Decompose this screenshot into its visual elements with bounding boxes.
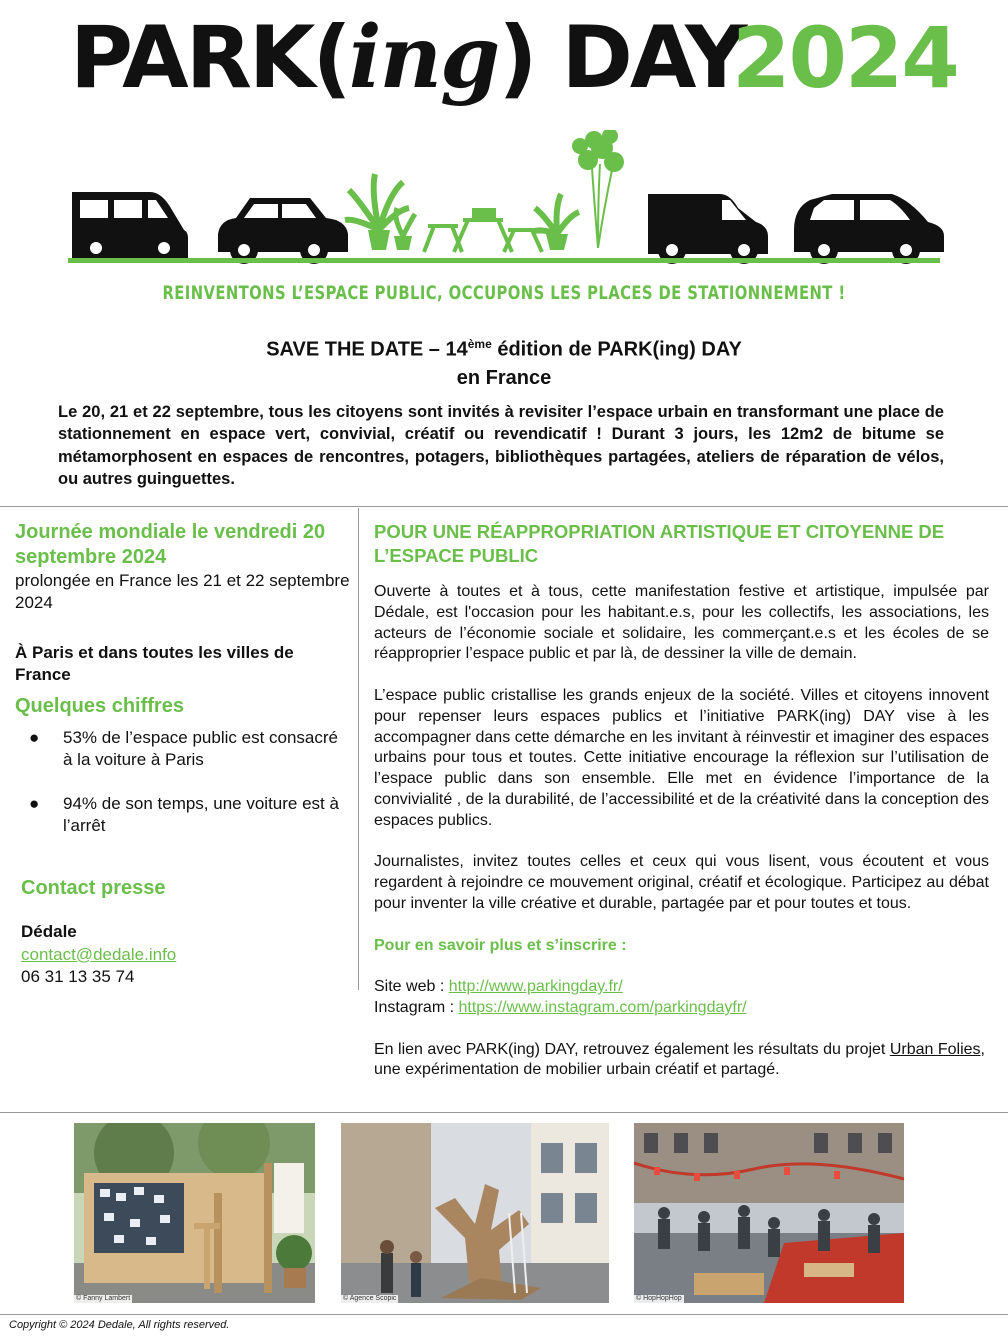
website-link[interactable]: http://www.parkingday.fr/ [448,978,623,996]
divider-top [0,506,1008,507]
paragraph-2: L’espace public cristallise les grands enjeux de la société. Villes et citoyens innovent pour repenser leurs espaces publics et l’initiative PARK(ing) DAY vise à les accompagner dans cette démarche en les invitant à réinvestir et imaginer des espaces urbains pour tous et toutes. Cette initiative encourage la réflexion sur l’utilisation de l’espace public dans son ensemble. Elle met en évidence l’importance de la convivialité , de la durabilité, de l’accessibilité et de la créativité dans la conception des espaces publics. [374,686,989,829]
logo-year: 2024 [732,9,958,107]
intro-paragraph: Le 20, 21 et 22 septembre, tous les citoyens sont invités à revisiter l’espace urbain en transformant une place de stationnement en espace vert, convivial, créatif ou revendicatif ! Durant 3 jours, les 12m2 de bitume se métamorphosent en espaces de rencontres, potagers, bibliothèques partagées, ateliers de réparation de vélos, ou autres guinguettes. [58,403,944,489]
bullet-icon: ● [29,728,40,747]
paragraph-1: Ouverte à toutes et à tous, cette manifestation festive et artistique, impulsée par Dédale, est l'occasion pour les habitant.e.s, pour les collectifs, les associations, les acteurs de l’économie sociale et solidaire, les commerçant.e.s et les écoles de se réapproprier l’espace public et par là, de dessiner la ville de demain. [374,583,989,663]
logo-text: PARK(ing) DAY [70,7,745,108]
divider-bottom [0,1112,1008,1113]
headline [0,330,1008,392]
photo-crowded-square [634,1123,904,1303]
contact-heading: Contact presse [21,877,166,899]
urban-folies-paragraph: En lien avec PARK(ing) DAY, retrouvez également les résultats du projet Urban Folies, une expérimentation de mobilier urbain créatif et partagé. [374,1040,985,1079]
extension-text: prolongée en France les 21 et 22 septembre 2024 [15,571,350,612]
instagram-link[interactable]: https://www.instagram.com/parkingdayfr/ [458,998,747,1016]
location-text: À Paris et dans toutes les villes de France [15,643,294,684]
delivery-van-icon [648,194,768,264]
column-divider [358,508,359,990]
contact-phone: 06 31 13 35 74 [21,967,135,986]
headline-line1: SAVE THE DATE – 14ème édition de PARK(ing) DAY [266,337,742,361]
world-day-heading: Journée mondiale le vendredi 20 septembre 2024 [15,521,326,568]
contact-block [21,921,176,989]
logo-title [70,7,958,113]
photo-credit: © Fanny Lambert [76,1295,131,1302]
section-title: POUR UNE RÉAPPROPRIATION ARTISTIQUE ET CITOYENNE DE L’ESPACE PUBLIC [374,521,945,566]
superscript: ème [467,337,492,351]
divider-footer [0,1314,1008,1315]
copyright-footer: Copyright © 2024 Dedale, All rights reserved. [9,1319,230,1331]
tagline: REINVENTONS L’ESPACE PUBLIC, OCCUPONS LES PLACES DE STATIONNEMENT ! [162,282,846,304]
photo-street-sculpture [341,1123,609,1303]
photo-credit: © HopHopHop [636,1295,682,1302]
car-icon [218,198,348,264]
instagram-line: Instagram : https://www.instagram.com/parkingdayfr/ [374,998,747,1016]
list-item: ● 94% de son temps, une voiture est à l’arrêt [29,794,339,835]
photo-wooden-booth [74,1123,315,1303]
vehicles-and-plants-illustration [68,130,944,270]
plants-icon [345,174,579,252]
paragraph-3: Journalistes, invitez toutes celles et ceux qui vous lisent, vous écoutent et vous regardent à rejoindre ce mouvement original, créatif et écologique. Participez au débat pour inventer la ville créative et durable, partagée par et pour toutes et tous. [374,853,989,912]
balloons-icon [572,130,624,248]
photo-credit: © Agence Scopic [343,1295,397,1302]
hatchback-icon [794,194,944,264]
list-item: ● 53% de l’espace public est consacré à la voiture à Paris [29,728,338,769]
figures-heading: Quelques chiffres [15,695,184,717]
contact-name: Dédale [21,922,77,941]
more-info-heading: Pour en savoir plus et s’inscrire : [374,936,627,954]
van-icon [72,192,188,262]
ground-line [68,258,940,263]
contact-email-link[interactable]: contact@dedale.info [21,944,177,964]
right-column [374,520,989,1102]
headline-line2: en France [456,366,552,389]
urban-folies-link[interactable]: Urban Folies [889,1040,981,1058]
left-column [15,520,350,859]
figures-list [15,727,350,837]
website-line: Site web : http://www.parkingday.fr/ [374,978,623,996]
bullet-icon: ● [29,794,40,813]
